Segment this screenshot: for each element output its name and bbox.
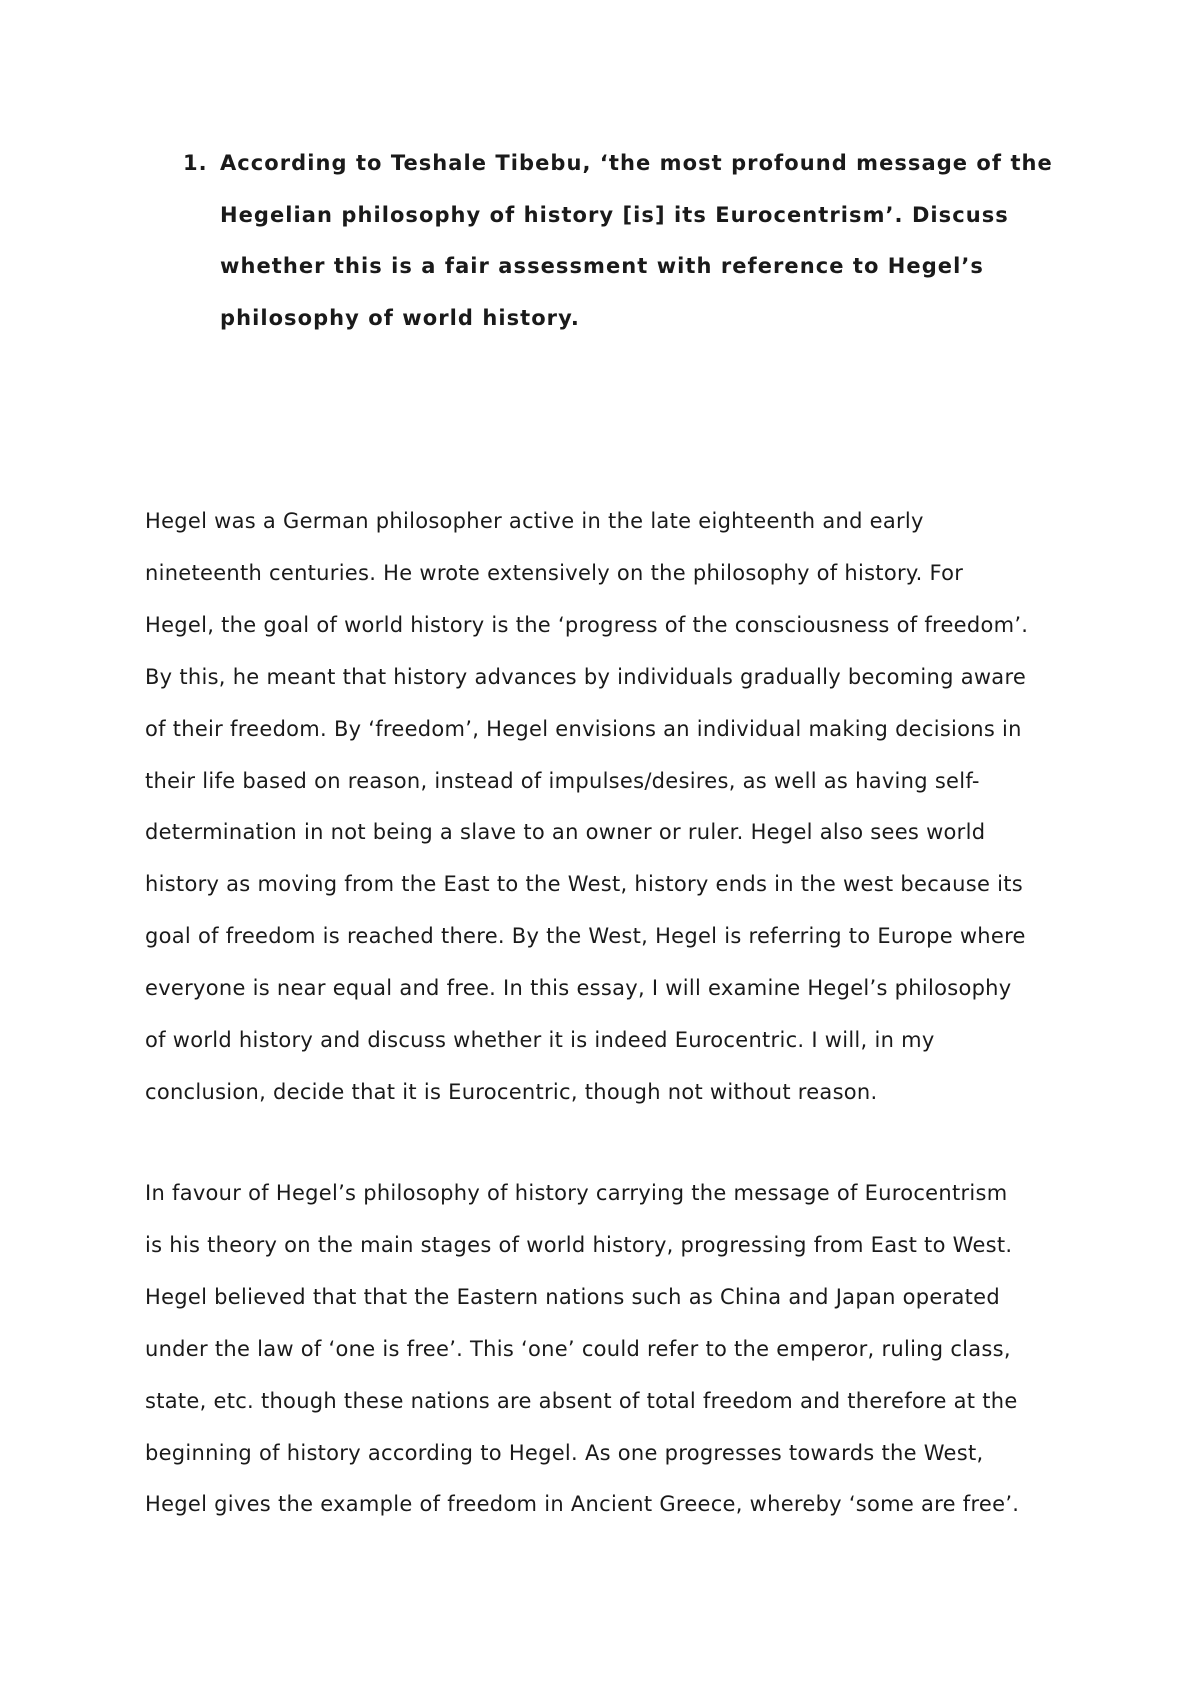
paragraph-line: determination in not being a slave to an owner or ruler. Hegel also sees world: [145, 820, 986, 845]
question-number: 1.: [183, 151, 208, 175]
paragraph-line: of world history and discuss whether it is indeed Eurocentric. I will, in my: [145, 1028, 935, 1053]
paragraph-line: goal of freedom is reached there. By the West, Hegel is referring to Europe where: [145, 924, 1026, 949]
paragraph-line: of their freedom. By ‘freedom’, Hegel envisions an individual making decisions in: [145, 716, 1022, 741]
paragraph-line: Hegel believed that that the Eastern nations such as China and Japan operated: [145, 1284, 1000, 1309]
question-line: Hegelian philosophy of history [is] its Eurocentrism’. Discuss: [220, 202, 1009, 227]
question-text: [220, 138, 1053, 344]
paragraph-line: their life based on reason, instead of impulses/desires, as well as having self-: [145, 768, 980, 793]
paragraph-line: nineteenth centuries. He wrote extensively on the philosophy of history. For: [145, 560, 964, 585]
question-line: According to Teshale Tibebu, ‘the most profound message of the: [220, 151, 1053, 175]
paragraph-line: Hegel gives the example of freedom in Ancient Greece, whereby ‘some are free’.: [145, 1492, 1020, 1517]
paragraph-line: By this, he meant that history advances by individuals gradually becoming aware: [145, 664, 1027, 689]
paragraph-line: under the law of ‘one is free’. This ‘one’ could refer to the emperor, ruling class,: [145, 1336, 1011, 1361]
question-line: philosophy of world history.: [220, 305, 580, 330]
body-paragraph: [145, 1168, 1065, 1531]
paragraph-line: In favour of Hegel’s philosophy of history carrying the message of Eurocentrism: [145, 1181, 1008, 1205]
paragraph-line: conclusion, decide that it is Eurocentric, though not without reason.: [145, 1079, 878, 1104]
paragraph-line: everyone is near equal and free. In this essay, I will examine Hegel’s philosophy: [145, 976, 1012, 1001]
introduction-paragraph: [145, 496, 1065, 1119]
paragraph-line: state, etc. though these nations are absent of total freedom and therefore at the: [145, 1388, 1018, 1413]
question-line: whether this is a fair assessment with reference to Hegel’s: [220, 254, 984, 278]
paragraph-line: history as moving from the East to the West, history ends in the west because its: [145, 872, 1023, 897]
paragraph-line: beginning of history according to Hegel. As one progresses towards the West,: [145, 1440, 984, 1465]
paragraph-line: Hegel, the goal of world history is the ‘progress of the consciousness of freedom’.: [145, 612, 1029, 637]
paragraph-line: is his theory on the main stages of world history, progressing from East to West.: [145, 1232, 1013, 1257]
essay-question: [183, 138, 1063, 344]
paragraph-line: Hegel was a German philosopher active in the late eighteenth and early: [145, 509, 924, 533]
